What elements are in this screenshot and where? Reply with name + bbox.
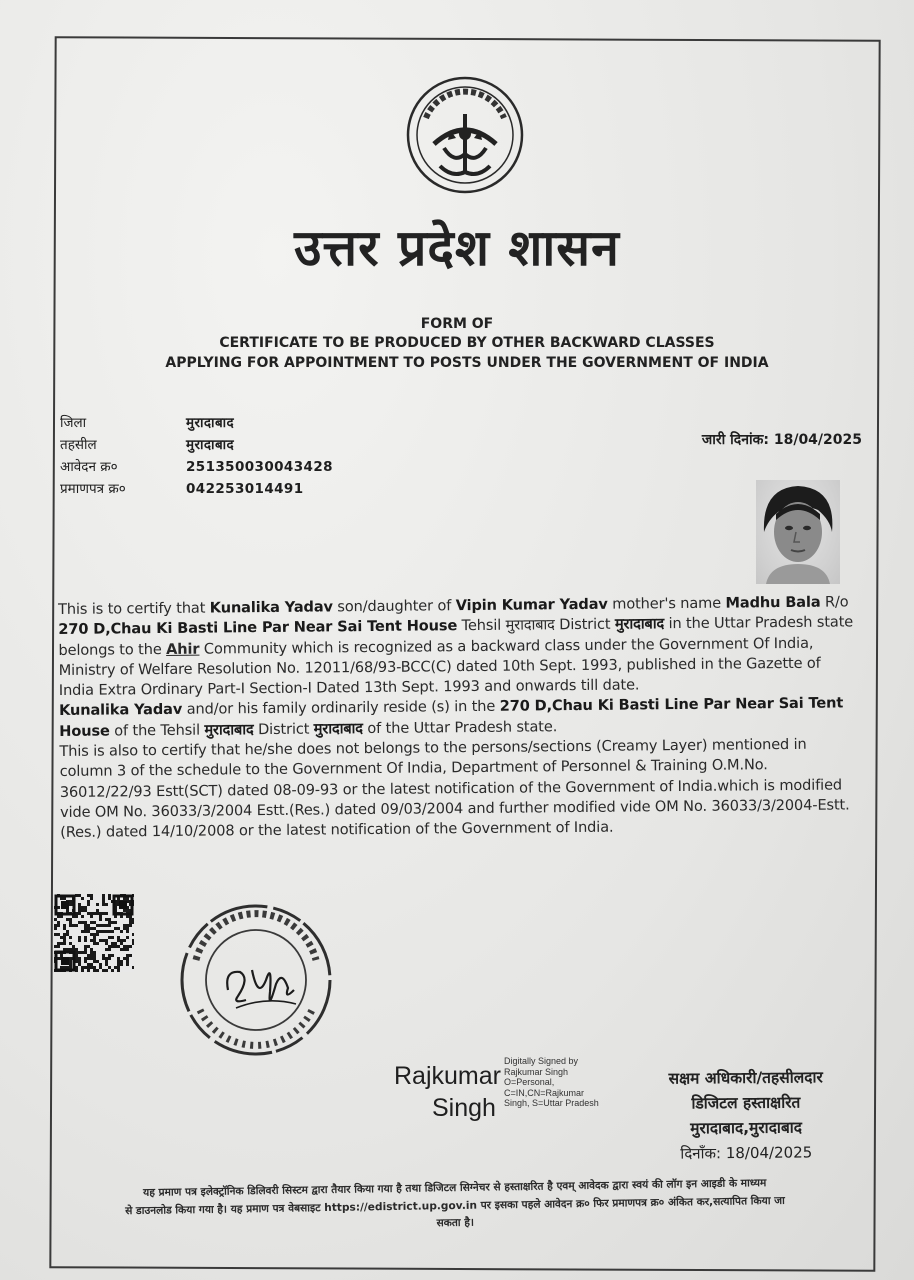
digital-signature-block: [394, 1056, 624, 1128]
district-row: [60, 412, 333, 434]
signer-name-first: Rajkumar: [394, 1062, 501, 1090]
certificate-meta: [60, 412, 333, 500]
footer-note: यह प्रमाण पत्र इलेक्ट्रॉनिक डिलिवरी सिस्टम द्वारा तैयार किया गया है तथा डिजिटल सिग्नेचर से हस्ताक्षरित है एवम् आवेदक द्वारा स्वयं की लॉग इन आइडी के माध्यम से डाउनलोड किया गया है। यह प्रमाण पत्र वेबसाइट https://edistrict.up.gov.in पर इसका पहले आवेदन क्र० फिर प्रमाणपत्र क्र० अंकित कर,सत्यापित किया जा सकता है।: [125, 1177, 785, 1230]
portrait-image: [756, 480, 840, 584]
creamy-layer-paragraph: This is also to certify that he/she does not belongs to the persons/sections (Creamy Layer) mentioned in column 3 of the schedule to the Government Of India, Department of Personnel & Training O.M.No. 36012/22/93 Estt(SCT) dated 08-09-93 or the latest notification of the Government of India.which is modified vide OM No. 36033/3/2004 Estt.(Res.) dated 09/03/2004 and further modified vide OM No. 36033/3/2004-Estt. (Res.) dated 14/10/2008 or the latest notification of the Government of India.: [59, 735, 850, 842]
signer-name-last: Singh: [432, 1094, 496, 1122]
signing-date: दिनाँक: 18/04/2025: [680, 1143, 813, 1163]
application-number: 251350030043428: [186, 459, 333, 475]
tehsil-row: [60, 434, 333, 456]
tehsil-value: मुरादाबाद: [186, 437, 235, 453]
issue-date: जारी दिनांक: 18/04/2025: [701, 432, 862, 448]
application-label: आवेदन क्र०: [60, 459, 118, 475]
signature-details: Digitally Signed by Rajkumar Singh O=Personal, C=IN,CN=Rajkumar Singh, S=Uttar Pradesh: [504, 1056, 599, 1109]
officer-location: मुरादाबाद,मुरादाबाद: [690, 1118, 803, 1138]
page-title: उत्तर प्रदेश शासन: [294, 218, 620, 277]
tehsil-seal-stamp: [176, 900, 336, 1060]
father-name: Vipin Kumar Yadav: [455, 595, 608, 615]
certificate-number: 042253014491: [186, 481, 304, 497]
mother-name: Madhu Bala: [725, 593, 821, 612]
digitally-signed-label: डिजिटल हस्ताक्षरित: [691, 1093, 801, 1113]
application-row: [60, 456, 333, 478]
applicant-photo: [756, 480, 840, 584]
community-name: Ahir: [166, 640, 200, 658]
residence-paragraph: Kunalika Yadav and/or his family ordinarily reside (s) in the 270 D,Chau Ki Basti Line Par Near Sai Tent House of the Tehsil मुरादाबाद District मुरादाबाद of the Uttar Pradesh state.: [58, 694, 844, 740]
tehsil-label: तहसील: [60, 437, 97, 453]
form-of-heading: FORM OF: [420, 316, 494, 332]
issuing-officer-block: [636, 1065, 857, 1167]
officer-designation: सक्षम अधिकारी/तहसीलदार: [668, 1068, 823, 1088]
qr-code: [54, 894, 134, 972]
up-government-emblem: [404, 74, 526, 196]
certificate-body: [58, 592, 860, 843]
applicant-name: Kunalika Yadav: [209, 598, 333, 617]
district-value: मुरादाबाद: [186, 415, 235, 431]
certificate-title: CERTIFICATE TO BE PRODUCED BY OTHER BACKWARD CLASSES: [219, 335, 715, 351]
district-label: जिला: [60, 415, 87, 431]
certificate-row: [60, 478, 333, 500]
certificate-subtitle: APPLYING FOR APPOINTMENT TO POSTS UNDER THE GOVERNMENT OF INDIA: [165, 355, 769, 371]
certification-paragraph: This is to certify that Kunalika Yadav son/daughter of Vipin Kumar Yadav mother's name Madhu Bala R/o 270 D,Chau Ki Basti Line Par Near Sai Tent House Tehsil मुरादाबाद District मुरादाबाद in the Uttar Pradesh state belongs to the Ahir Community which is recognized as a backward class under the Government Of India, Ministry of Welfare Resolution No. 12011/68/93-BCC(C) dated 10th Sept. 1993, published in the Gazette of India Extra Ordinary Part-I Section-I Dated 13th Sept. 1993 and onwards till date.: [58, 593, 854, 700]
address: 270 D,Chau Ki Basti Line Par Near Sai Tent House: [58, 617, 458, 639]
certificate-label: प्रमाणपत्र क्र०: [60, 481, 126, 497]
